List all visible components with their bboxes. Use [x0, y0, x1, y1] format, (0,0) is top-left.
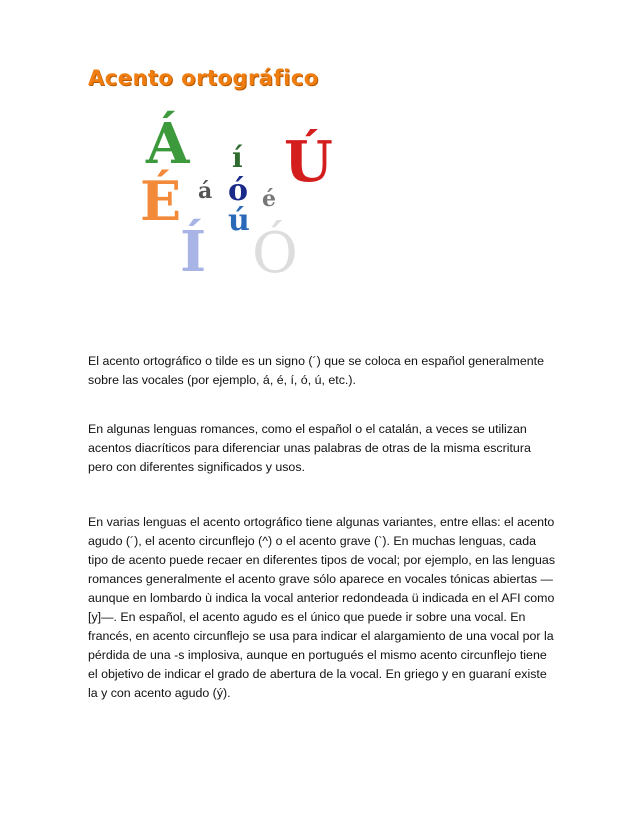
paragraph-2: En algunas lenguas romances, como el español o el catalán, a veces se utilizan acentos diacríticos para diferenciar unas palabras de otras de la misma escritura pero con diferentes significados y usos.: [88, 422, 531, 474]
letter-O-acute: Ó: [252, 221, 298, 286]
letter-i-acute: í: [232, 141, 243, 174]
paragraph-3: En varias lenguas el acento ortográfico tiene algunas variantes, entre ellas: el acento agudo (´), el acento circunflejo (^) o el acento grave (`). En muchas lenguas, cada tipo de acento puede recaer en diferentes tipos de vocal; por ejemplo, en las lenguas romances generalmente el acento grave sólo aparece en vocales tónicas abiertas —aunque en lombardo ù indica la vocal anterior redondeada ü indicada en el AFI como [y]—. En español, el acento agudo es el único que puede ir sobre una vocal. En francés, en acento circunflejo se usa para indicar el alargamiento de una vocal por la pérdida de una -s implosiva, aunque en portugués el mismo acento circunflejo tiene el objetivo de indicar el grado de abertura de la vocal. En griego y en guaraní existe la y con acento agudo (ý).: [88, 515, 556, 700]
letter-o-acute: ó: [228, 173, 249, 208]
letter-I-acute: Í: [180, 219, 207, 285]
letter-A-acute: Á: [146, 111, 190, 177]
letter-a-acute: á: [198, 178, 213, 204]
letter-E-acute: É: [140, 169, 182, 233]
letter-e-acute: é: [262, 186, 276, 212]
paragraph-1: El acento ortográfico o tilde es un signo (´) que se coloca en español generalmente sobre las vocales (por ejemplo, á, é, í, ó, ú, etc.).: [88, 354, 544, 387]
letter-U-acute: Ú: [284, 129, 333, 195]
document-title: Acento ortográfico: [88, 66, 319, 90]
accented-vowels-illustration: [128, 108, 360, 298]
letter-u-acute: ú: [228, 203, 250, 238]
